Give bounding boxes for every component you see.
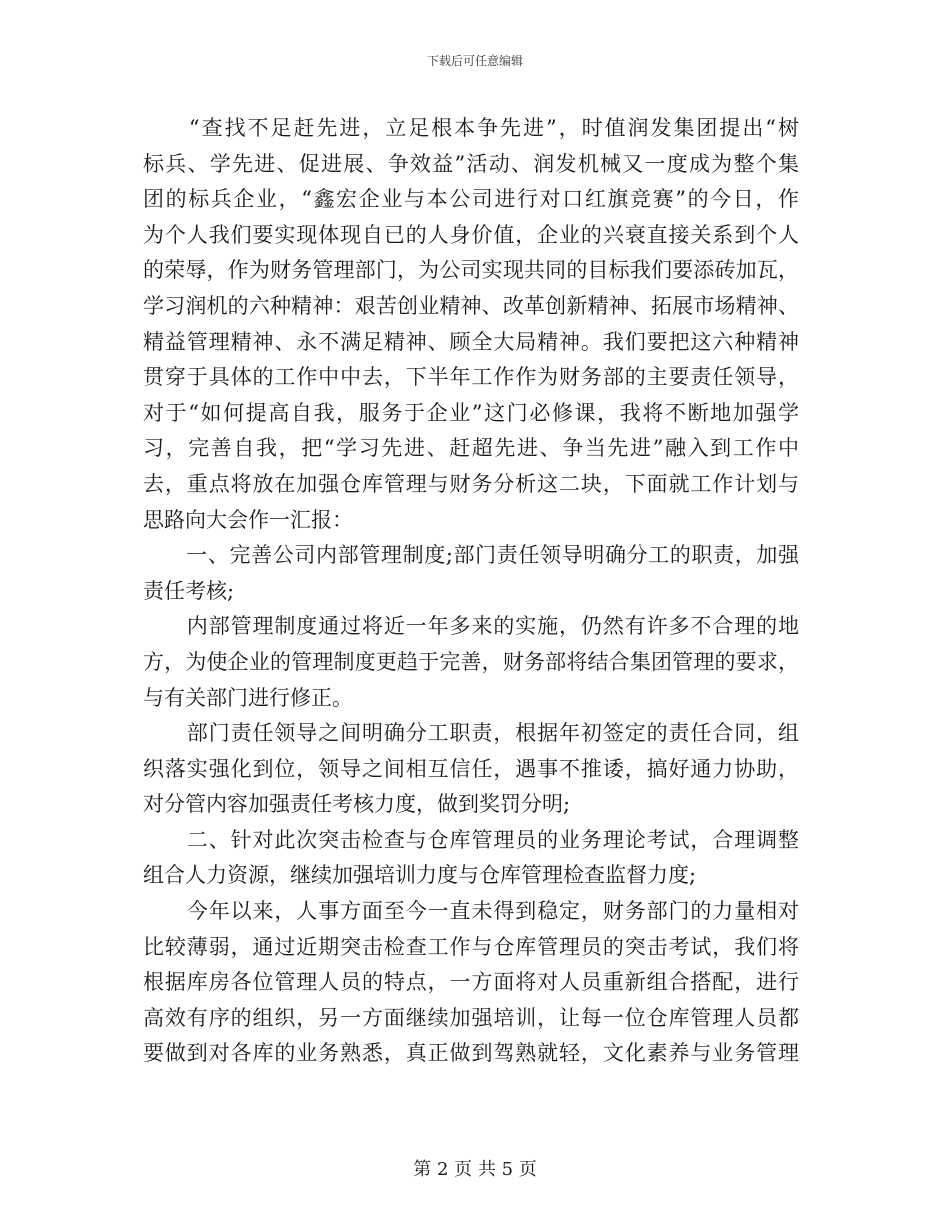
text-line: 部门责任领导之间明确分工职责，根据年初签定的责任合同，组 — [143, 721, 799, 746]
page-number: 第 2 页 共 5 页 — [413, 1159, 537, 1180]
text-line: 思路向大会作一汇报： — [143, 507, 353, 532]
text-line: 团的标兵企业，“鑫宏企业与本公司进行对口红旗竞赛”的今日，作 — [143, 187, 799, 212]
text-line: 的荣辱，作为财务管理部门，为公司实现共同的目标我们要添砖加瓦， — [143, 258, 799, 283]
document-body — [143, 111, 799, 1072]
text-line: 习，完善自我，把“学习先进、赶超先进、争当先进”融入到工作中 — [143, 436, 799, 461]
text-line: 高效有序的组织，另一方面继续加强培训，让每一位仓库管理人员都 — [143, 1005, 799, 1030]
text-line: 学习润机的六种精神：艰苦创业精神、改革创新精神、拓展市场精神、 — [143, 293, 799, 318]
text-line: 今年以来，人事方面至今一直未得到稳定，财务部门的力量相对 — [143, 899, 799, 924]
text-line: 去，重点将放在加强仓库管理与财务分析这二块，下面就工作计划与 — [143, 471, 799, 496]
text-line: 方，为使企业的管理制度更趋于完善，财务部将结合集团管理的要求， — [143, 649, 799, 674]
text-line: 根据库房各位管理人员的特点，一方面将对人员重新组合搭配，进行 — [143, 970, 799, 995]
text-line: 贯穿于具体的工作中中去，下半年工作作为财务部的主要责任领导， — [143, 365, 799, 390]
page-header-note: 下载后可任意编辑 — [426, 54, 523, 68]
text-line: 为个人我们要实现体现自已的人身价值，企业的兴衰直接关系到个人 — [143, 222, 799, 247]
text-line: 与有关部门进行修正。 — [143, 685, 353, 710]
section-heading-line: 组合人力资源，继续加强培训力度与仓库管理检查监督力度; — [143, 863, 697, 888]
text-line: 比较薄弱，通过近期突击检查工作与仓库管理员的突击考试，我们将 — [143, 934, 799, 959]
section-heading-line: 一、完善公司内部管理制度;部门责任领导明确分工的职责，加强 — [143, 543, 799, 568]
text-line: 要做到对各库的业务熟悉，真正做到驾熟就轻，文化素养与业务管理 — [143, 1041, 799, 1066]
text-line: 对分管内容加强责任考核力度，做到奖罚分明; — [143, 792, 571, 817]
section-heading-line: 二、针对此次突击检查与仓库管理员的业务理论考试，合理调整 — [143, 827, 799, 852]
text-line: “查找不足赶先进，立足根本争先进”，时值润发集团提出“树 — [143, 116, 799, 140]
text-line: 标兵、学先进、促进展、争效益”活动、润发机械又一度成为整个集 — [143, 151, 799, 176]
text-line: 内部管理制度通过将近一年多来的实施，仍然有许多不合理的地 — [143, 614, 799, 639]
text-line: 精益管理精神、永不满足精神、顾全大局精神。我们要把这六种精神 — [143, 329, 799, 354]
text-line: 织落实强化到位，领导之间相互信任，遇事不推诿，搞好通力协助， — [143, 756, 799, 781]
section-heading-line: 责任考核; — [143, 578, 235, 603]
text-line: 对于“如何提高自我，服务于企业”这门必修课，我将不断地加强学 — [143, 400, 799, 425]
